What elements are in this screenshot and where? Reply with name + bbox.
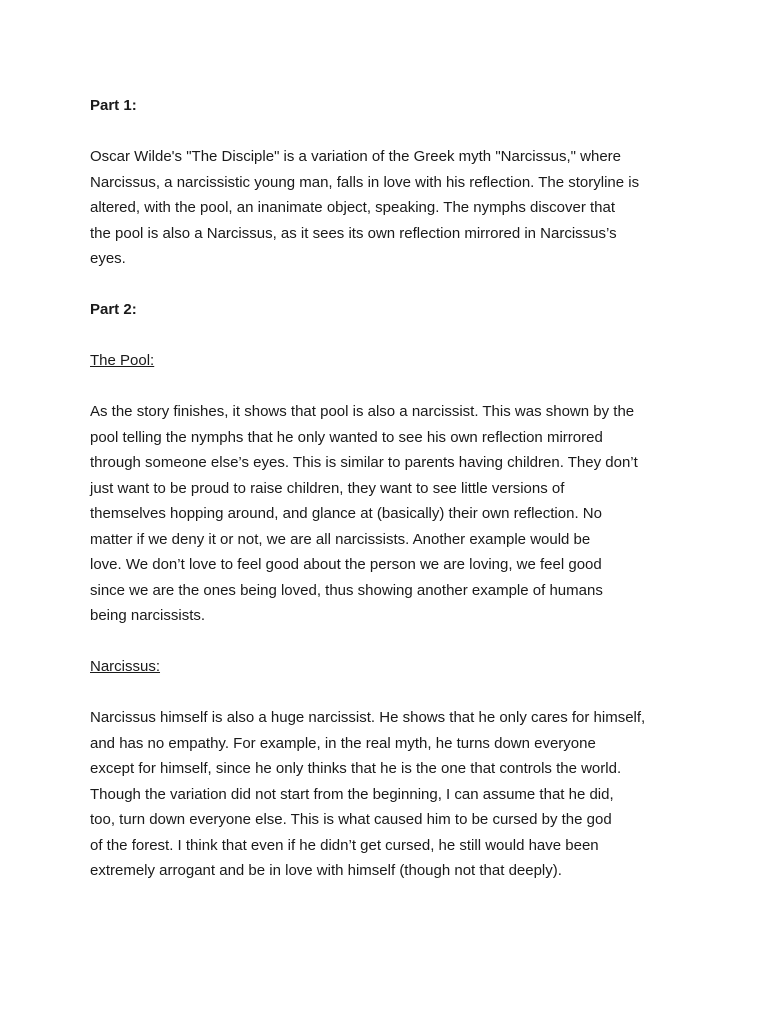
text-line: matter if we deny it or not, we are all narcissists. Another example would be — [90, 530, 591, 548]
document-page — [90, 93, 682, 884]
text-line: and has no empathy. For example, in the real myth, he turns down everyone — [90, 734, 596, 752]
spacer — [90, 119, 682, 145]
text-line: of the forest. I think that even if he didn’t get cursed, he still would have been — [90, 836, 599, 854]
narcissus-subheading: Narcissus: — [90, 658, 161, 675]
text-line: since we are the ones being loved, thus showing another example of humans — [90, 581, 603, 599]
text-line: too, turn down everyone else. This is what caused him to be cursed by the god — [90, 811, 612, 828]
text-line: except for himself, since he only thinks that he is the one that controls the world. — [90, 760, 622, 777]
text-line: pool telling the nymphs that he only wanted to see his own reflection mirrored — [90, 428, 603, 446]
text-line: just want to be proud to raise children, they want to see little versions of — [90, 479, 565, 497]
text-line: altered, with the pool, an inanimate object, speaking. The nymphs discover that — [90, 199, 616, 216]
text-line: themselves hopping around, and glance at (basically) their own reflection. No — [90, 505, 602, 522]
spacer — [90, 374, 682, 400]
pool-paragraph — [90, 399, 682, 629]
text-line: through someone else’s eyes. This is similar to parents having children. They don’t — [90, 454, 638, 471]
text-line: being narcissists. — [90, 607, 206, 624]
text-line: the pool is also a Narcissus, as it sees its own reflection mirrored in Narcissus’s — [90, 224, 617, 242]
pool-subheading: The Pool: — [90, 352, 155, 369]
spacer — [90, 323, 682, 349]
text-line: extremely arrogant and be in love with himself (though not that deeply). — [90, 862, 562, 879]
narcissus-paragraph — [90, 705, 682, 884]
text-line: love. We don’t love to feel good about the person we are loving, we feel good — [90, 556, 602, 573]
part2-heading: Part 2: — [90, 301, 137, 318]
text-line: Though the variation did not start from the beginning, I can assume that he did, — [90, 785, 614, 803]
spacer — [90, 629, 682, 655]
text-line: eyes. — [90, 250, 126, 267]
spacer — [90, 272, 682, 298]
text-line: Narcissus himself is also a huge narcissist. He shows that he only cares for himself, — [90, 709, 646, 726]
part1-heading: Part 1: — [90, 97, 137, 114]
part1-paragraph — [90, 144, 682, 272]
text-line: Narcissus, a narcissistic young man, falls in love with his reflection. The storyline is — [90, 173, 640, 191]
text-line: Oscar Wilde's "The Disciple" is a variation of the Greek myth "Narcissus," where — [90, 148, 621, 165]
text-line: As the story finishes, it shows that pool is also a narcissist. This was shown by the — [90, 403, 635, 420]
spacer — [90, 680, 682, 706]
